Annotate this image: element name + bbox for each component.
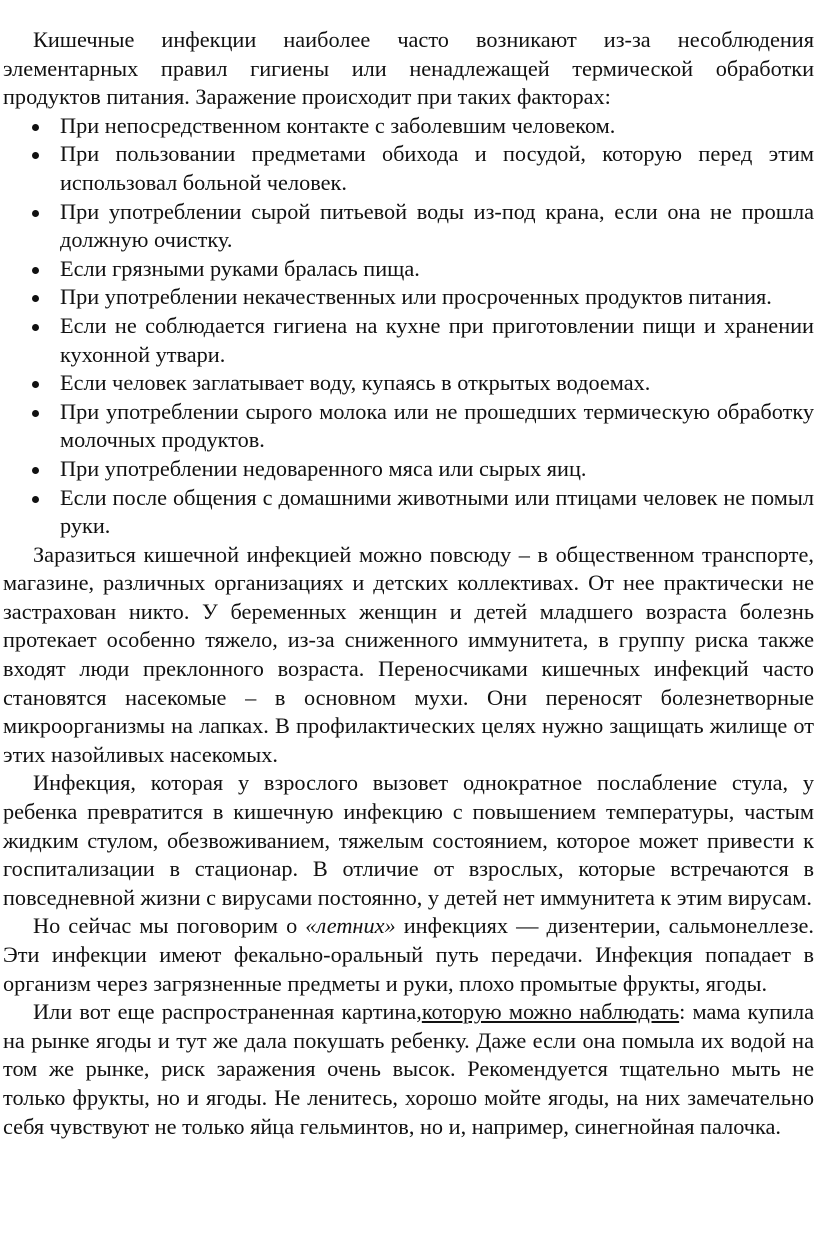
list-item	[3, 112, 814, 141]
bullet-icon	[32, 295, 39, 302]
bullet-icon	[32, 496, 39, 503]
list-item-text: Если не соблюдается гигиена на кухне при приготовлении пищи и хранении кухонной утвари.	[60, 312, 814, 367]
bullet-icon	[32, 324, 39, 331]
list-item	[3, 140, 814, 197]
list-item	[3, 455, 814, 484]
summer-infections-paragraph	[3, 912, 814, 998]
summer-text-end: инфекциях — дизентерии, сальмонеллезе. Эти инфекции имеют фекально-оральный путь передачи. Инфекция попадает в организм через загрязненные предметы и руки, плохо промытые фрукты, ягоды.	[3, 913, 814, 996]
market-paragraph	[3, 998, 814, 1141]
infection-factors-list	[3, 112, 814, 541]
bullet-icon	[32, 467, 39, 474]
list-item	[3, 198, 814, 255]
list-item-text: При непосредственном контакте с заболевшим человеком.	[60, 112, 616, 138]
market-text-end: : мама купила на рынке ягоды и тут же дала покушать ребенку. Даже если она помыла их водой на том же рынке, риск заражения очень высок. Рекомендуется тщательно мыть не только фрукты, но и ягоды. Не ленитесь, хорошо мойте ягоды, на них замечательно себя чувствуют не только яйца гельминтов, но и, например, синегнойная палочка.	[3, 999, 815, 1139]
summer-text-start: Но сейчас мы поговорим о	[33, 913, 306, 939]
bullet-icon	[32, 267, 39, 274]
list-item-text: При пользовании предметами обихода и посудой, которую перед этим использовал больной человек.	[60, 141, 814, 195]
bullet-icon	[32, 381, 39, 388]
list-item-text: Если человек заглатывает воду, купаясь в открытых водоемах.	[60, 370, 651, 396]
list-item-text: При употреблении сырого молока или не прошедших термическую обработку молочных продуктов.	[60, 398, 814, 453]
bullet-icon	[32, 410, 39, 417]
list-item-text: Если грязными руками бралась пища.	[60, 255, 420, 281]
list-item	[3, 283, 814, 312]
list-item	[3, 484, 814, 541]
market-underlined-text: которую можно наблюдать	[421, 999, 680, 1025]
list-item	[3, 369, 814, 398]
list-item-text: Если после общения с домашними животными или птицами человек не помыл руки.	[60, 484, 814, 539]
list-item	[3, 312, 814, 369]
list-item-text: При употреблении сырой питьевой воды из-под крана, если она не прошла должную очистку.	[60, 198, 814, 253]
bullet-icon	[32, 124, 39, 131]
summer-emphasis: «летних»	[305, 913, 396, 939]
spread-paragraph: Заразиться кишечной инфекцией можно повсюду – в общественном транспорте, магазине, различных организациях и детских коллективах. От нее практически не застрахован никто. У беременных женщин и детей младшего возраста болезнь протекает особенно тяжело, из-за сниженного иммунитета, в группу риска также входят люди преклонного возраста. Переносчиками кишечных инфекций часто становятся насекомые – в основном мухи. Они переносят болезнетворные микроорганизмы на лапках. В профилактических целях нужно защищать жилище от этих назойливых насекомых.	[3, 541, 814, 767]
bullet-icon	[32, 152, 39, 159]
market-text-start: Или вот еще распространенная картина,	[33, 999, 422, 1025]
bullet-icon	[32, 210, 39, 217]
children-paragraph: Инфекция, которая у взрослого вызовет однократное послабление стула, у ребенка превратится в кишечную инфекцию с повышением температуры, частым жидким стулом, обезвоживанием, тяжелым состоянием, которое может привести к госпитализации в стационар. В отличие от взрослых, которые встречаются в повседневной жизни с вирусами постоянно, у детей нет иммунитета к этим вирусам.	[3, 770, 814, 910]
list-item-text: При употреблении недоваренного мяса или сырых яиц.	[60, 455, 587, 481]
list-item	[3, 398, 814, 455]
list-item	[3, 255, 814, 284]
list-item-text: При употреблении некачественных или просроченных продуктов питания.	[60, 284, 772, 310]
intro-paragraph: Кишечные инфекции наиболее часто возникают из-за несоблюдения элементарных правил гигиены или ненадлежащей термической обработки продуктов питания. Заражение происходит при таких факторах:	[3, 27, 814, 110]
